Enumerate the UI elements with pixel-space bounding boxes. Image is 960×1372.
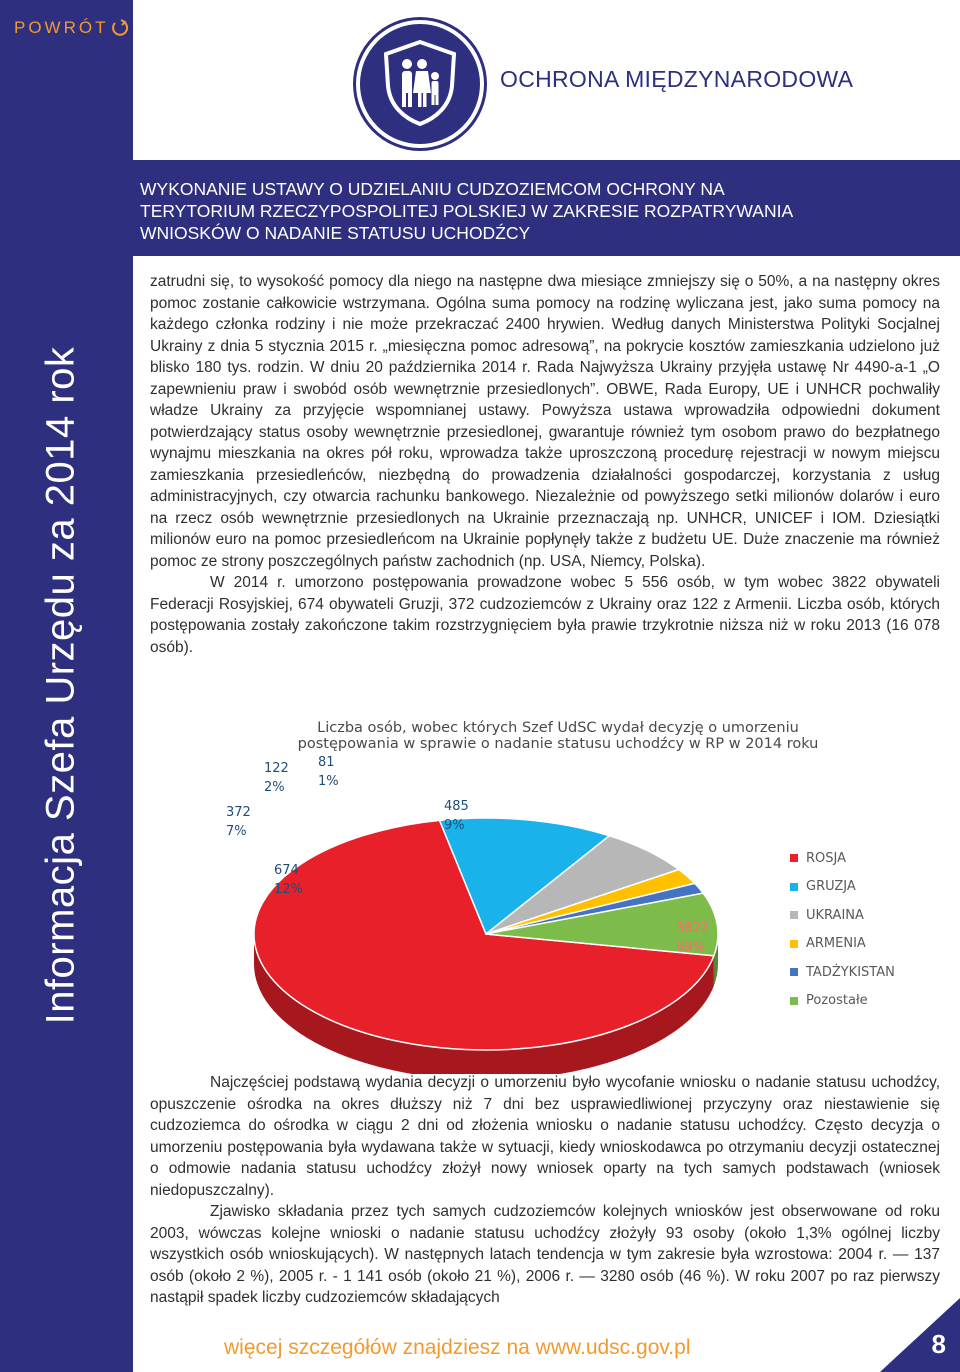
paragraph-4: Zjawisko składania przez tych samych cudzoziemców kolejnych wniosków jest obserwowane od roku 2003, wówczas kolejne wnioski o nadanie statusu uchodźcy złożyły 93 osoby (około 1,3% ogólnej liczby wszystkich osób wnioskujących). W następnych latach tendencja w tym zakresie była wzrostowa: 2004 r. — 137 osób (około 2 %), 2005 r. - 1 141 osób (około 21 %), 2006 r. — 3280 osób (46 %). W roku 2007 po raz pierwszy nastąpił spadek liczby cudzoziemców składających — [150, 1203, 940, 1306]
data-label-percent-tadżykistan: 1% — [318, 774, 339, 789]
data-label-value-pozostałe: 485 — [444, 799, 469, 814]
chart-title: Liczba osób, wobec których Szef UdSC wydał decyzję o umorzeniu postępowania w sprawie o nadanie statusu uchodźcy w RP w 2014 roku — [297, 720, 819, 752]
page-number: 8 — [931, 1329, 946, 1359]
vertical-title-text: Informacja Szefa Urzędu za 2014 rok — [38, 346, 83, 1024]
chart-legend — [790, 844, 920, 1015]
legend-swatch — [790, 883, 798, 891]
data-label-percent-pozostałe: 9% — [444, 818, 465, 833]
data-label-value-gruzja: 674 — [274, 863, 299, 878]
data-label-percent-ukraina: 7% — [226, 824, 247, 839]
text-block-top — [150, 271, 940, 658]
legend-item-tadżykistan — [790, 958, 920, 987]
legend-label: TADŻYKISTAN — [806, 964, 895, 980]
data-label-value-rosja: 3822 — [676, 921, 710, 936]
pie-chart-svg — [196, 714, 776, 1074]
paragraph-1: zatrudni się, to wysokość pomocy dla niego na następne dwa miesiące zmniejszy się o 50%, a na następny okres pomoc zostanie całkowicie wstrzymana. Ogólna suma pomocy na rodzinę wyliczana jest, jako suma pomocy na każdego członka rodziny i nie może przekraczać 2400 hrywien. Według danych Ministerstwa Polityki Socjalnej Ukrainy z dnia 5 stycznia 2015 r. „miesięczna pomoc adresową”, na pokrycie kosztów zamieszkania udzielono już blisko 180 tys. rodzin. W dniu 20 października 2014 r. Rada Najwyższa Ukrainy przyjęła ustawę Nr 4490-a-1 „O zapewnieniu praw i swobód osób wewnętrznie przesiedlonych”. OBWE, Rada Europy, UE i UNHCR pochwaliły władze Ukrainy za przyjęcie wspomnianej ustawy. Powyższa ustawa wprowadziła odpowiedni dokument potwierdzający status osoby wewnętrznie przesiedlonej, gwarantuje również tym osobom prawo do bezpłatnego wynajmu mieszkania na okres pół roku, wprowadza także uproszczoną procedurę rejestracji w nowym miejscu zamieszkania przesiedleńców, niezbędną do prowadzenia działalności gospodarczej, korzystania z usług administracyjnych, czy otwarcia rachunku bankowego. Niezależnie od powyższego setki milionów dolarów i euro na rzecz osób wewnętrznie przesiedlonych na Ukrainie przeznaczają np. UNHCR, UNICEF i IOM. Dziesiątki milionów euro na pomoc przesiedleńcom na Ukrainie popłynęły także z budżetu UE. Duże znaczenie ma również pomoc ze strony poszczególnych państw zachodnich (np. USA, Niemcy, Polska). — [150, 273, 940, 570]
legend-item-ukraina — [790, 901, 920, 930]
legend-label: Pozostałe — [806, 993, 868, 1009]
website-link[interactable]: więcej szczegółów znajdziesz na www.udsc.gov.pl — [224, 1336, 691, 1359]
data-label-percent-armenia: 2% — [264, 780, 285, 795]
data-label-value-tadżykistan: 81 — [318, 755, 335, 770]
legend-item-gruzja — [790, 873, 920, 902]
data-label-value-armenia: 122 — [264, 761, 289, 776]
document-header — [133, 160, 960, 256]
shield-family-icon — [356, 20, 484, 148]
legend-swatch — [790, 997, 798, 1005]
page-number-badge — [880, 1298, 960, 1372]
legend-label: ROSJA — [806, 850, 847, 866]
legend-label: ARMENIA — [806, 936, 866, 952]
legend-item-rosja — [790, 844, 920, 873]
paragraph-3: Najczęściej podstawą wydania decyzji o umorzeniu było wycofanie wniosku o nadanie statusu uchodźcy, opuszczenie ośrodka na okres dłuższy niż 7 dni bez usprawiedliwionej przyczyny oraz niestawienie się cudzoziemca do ośrodka w ciągu 2 dni od złożenia wniosku o nadanie statusu uchodźcy. Często decyzja o umorzeniu postępowania była wydawana także w sytuacji, kiedy wnioskodawca po otrzymaniu decyzji ostatecznej o odmowie nadania statusu uchodźcy złożył nowy wniosek oparty na tych samych podstawach (wniosek niedopuszczalny). — [150, 1074, 940, 1199]
legend-swatch — [790, 911, 798, 919]
back-label: POWRÓT — [14, 18, 109, 37]
return-arrow-icon — [111, 19, 129, 37]
back-button[interactable] — [14, 18, 129, 38]
data-label-value-ukraina: 372 — [226, 805, 251, 820]
data-label-percent-gruzja: 12% — [274, 882, 303, 897]
legend-label: GRUZJA — [806, 879, 856, 895]
legend-item-pozostałe — [790, 987, 920, 1016]
legend-swatch — [790, 854, 798, 862]
legend-item-armenia — [790, 930, 920, 959]
legend-label: UKRAINA — [806, 907, 864, 923]
section-title: OCHRONA MIĘDZYNARODOWA — [500, 66, 854, 92]
paragraph-2: W 2014 r. umorzono postępowania prowadzone wobec 5 556 osób, w tym wobec 3822 obywateli Federacji Rosyjskiej, 674 obywateli Gruzji, 372 cudzoziemców z Ukrainy oraz 122 z Armenii. Liczba osób, których postępowania zostały zakończone takim rozstrzygnięciem była prawie trzykrotnie niższa niż w roku 2013 (16 078 osób). — [150, 574, 940, 656]
data-label-percent-rosja: 69% — [676, 940, 705, 955]
text-block-bottom — [150, 1072, 940, 1309]
legend-swatch — [790, 968, 798, 976]
pie-chart — [196, 714, 916, 1074]
vertical-title — [6, 300, 116, 1070]
legend-swatch — [790, 940, 798, 948]
document-title: WYKONANIE USTAWY O UDZIELANIU CUDZOZIEMCOM OCHRONY NA TERYTORIUM RZECZYPOSPOLITEJ POLSKIEJ W ZAKRESIE ROZPATRYWANIA WNIOSKÓW O NADANIE STATUSU UCHODŹCY — [140, 179, 793, 243]
